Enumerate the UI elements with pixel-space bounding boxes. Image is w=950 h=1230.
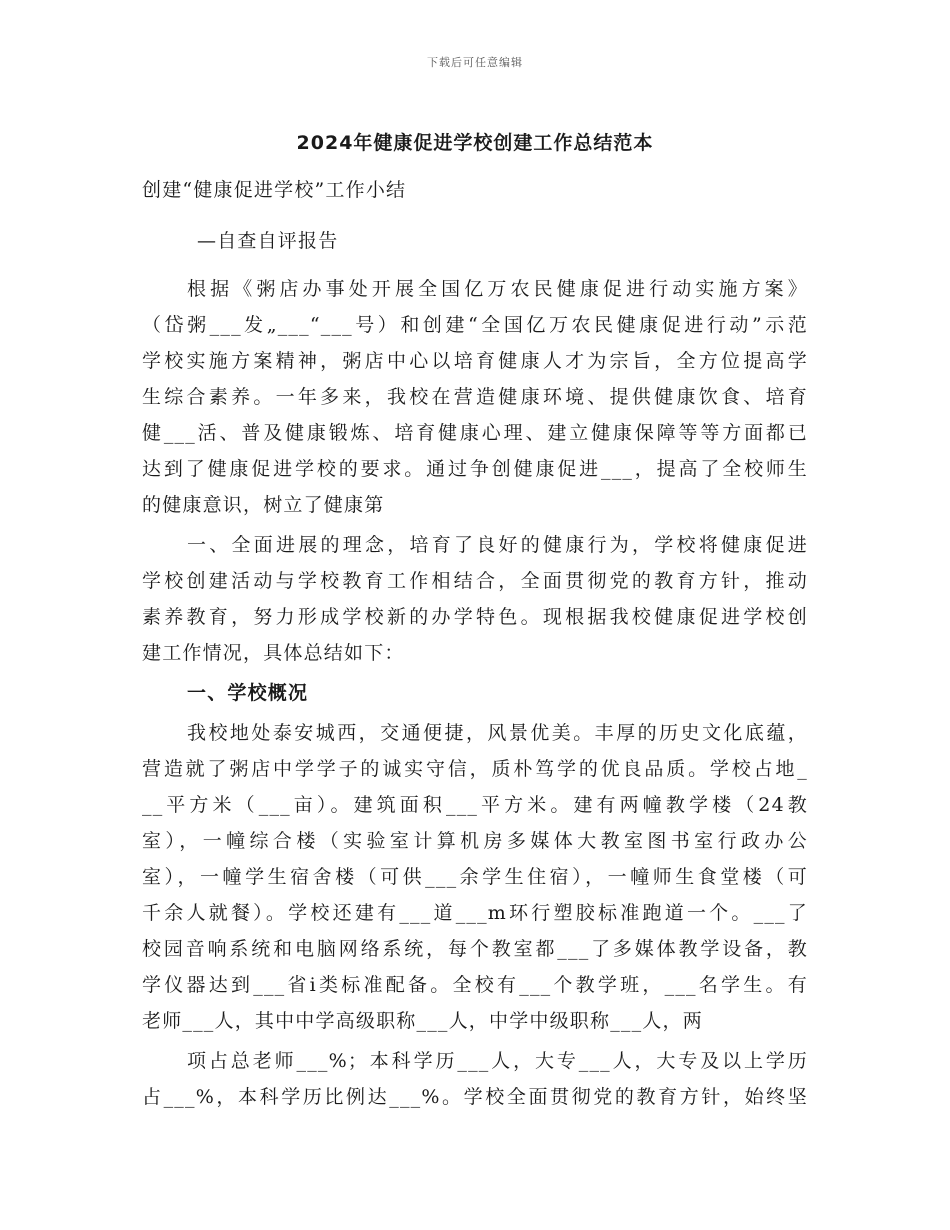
paragraph-line: 学校创建活动与学校教育工作相结合，全面贯彻党的教育方针，推动: [142, 570, 808, 592]
paragraph-line: 生综合素养。一年多来，我校在营造健康环境、提供健康饮食、培育: [142, 386, 808, 408]
summary-subtitle: —自查自评报告: [197, 230, 339, 252]
paragraph-line: 根据《粥店办事处开展全国亿万农民健康促进行动实施方案》: [187, 278, 808, 300]
section-heading: 一、学校概况: [187, 682, 309, 704]
paragraph-line: 健___活、普及健康锻炼、培育健康心理、建立健康保障等等方面都已: [142, 422, 808, 444]
header-note: 下载后可任意编辑: [427, 56, 523, 69]
paragraph-line: 老师___人，其中中学高级职称___人，中学中级职称___人，两: [142, 1010, 703, 1032]
paragraph-line: 占___%，本科学历比例达___%。学校全面贯彻党的教育方针，始终坚: [142, 1086, 808, 1108]
paragraph-line: 达到了健康促进学校的要求。通过争创健康促进___，提高了全校师生: [142, 458, 808, 480]
paragraph-line: （岱粥___发„___“___号）和创建“全国亿万农民健康促进行动”示范: [142, 314, 808, 336]
paragraph-line: 校园音响系统和电脑网络系统，每个教室都___了多媒体教学设备，教: [142, 938, 808, 960]
paragraph-line: 项占总老师___%；本科学历___人，大专___人，大专及以上学历: [187, 1050, 808, 1072]
paragraph-line: 我校地处泰安城西，交通便捷，风景优美。丰厚的历史文化底蕴，: [187, 722, 808, 744]
paragraph-line: 建工作情况，具体总结如下：: [142, 642, 405, 664]
paragraph-line: 学仪器达到___省ⅰ类标准配备。全校有___个教学班，___名学生。有: [142, 974, 808, 996]
paragraph-line: 的健康意识，树立了健康第: [142, 494, 385, 516]
document-title: 2024年健康促进学校创建工作总结范本: [296, 132, 654, 154]
paragraph-line: 千余人就餐）。学校还建有___道___m环行塑胶标准跑道一个。___了: [142, 902, 808, 924]
paragraph-line: 营造就了粥店中学学子的诚实守信，质朴笃学的优良品质。学校占地_: [142, 758, 808, 780]
paragraph-line: 室），一幢综合楼（实验室计算机房多媒体大教室图书室行政办公: [142, 830, 808, 852]
paragraph-line: 室），一幢学生宿舍楼（可供___余学生住宿），一幢师生食堂楼（可: [142, 866, 808, 888]
summary-heading: 创建“健康促进学校”工作小结: [142, 179, 407, 201]
paragraph-line: __平方米（___亩）。建筑面积___平方米。建有两幢教学楼（24教: [142, 794, 808, 816]
paragraph-line: 学校实施方案精神，粥店中心以培育健康人才为宗旨，全方位提高学: [142, 350, 808, 372]
paragraph-line: 素养教育，努力形成学校新的办学特色。现根据我校健康促进学校创: [142, 606, 808, 628]
paragraph-line: 一、全面进展的理念，培育了良好的健康行为，学校将健康促进: [187, 534, 808, 556]
